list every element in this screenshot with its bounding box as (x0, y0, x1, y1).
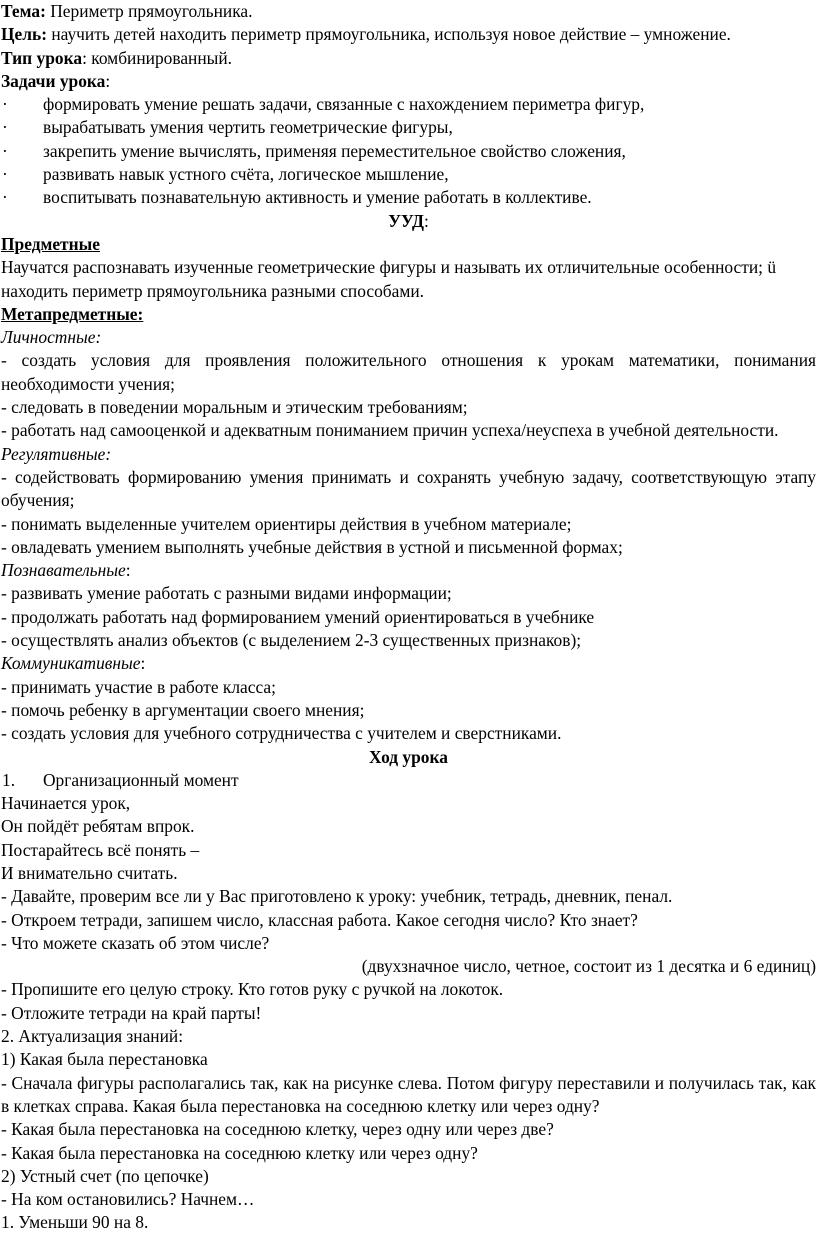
answer-note: (двухзначное число, четное, состоит из 1 десятка и 6 единиц) (361, 956, 816, 977)
lesson-type-text: : комбинированный. (82, 47, 233, 68)
topic-label: Тема: (1, 1, 46, 21)
task-text: воспитывать познавательную активность и умение работать в коллективе. (43, 187, 592, 208)
meta-heading: Метапредметные: (1, 303, 144, 324)
personal-item: - создать условия для проявления положительного отношения к урокам математики, понимания необходимости учения; (1, 350, 816, 394)
dialogue-line: - На ком остановились? Начнем… (1, 1189, 255, 1210)
bullet-icon: · (2, 140, 8, 161)
tasks-heading (1, 70, 816, 93)
subject-heading: Предметные (1, 233, 100, 254)
poem-line: И внимательно считать. (1, 862, 178, 883)
cognitive-item: - продолжать работать над формированием умений ориентироваться в учебнике (1, 606, 595, 627)
cognitive-item: - осуществлять анализ объектов (с выделением 2-3 существенных признаков); (1, 630, 582, 651)
task-item (1, 186, 816, 209)
section-line: 2. Актуализация знаний: (1, 1026, 184, 1047)
lesson-step-1 (1, 769, 816, 792)
cognitive-heading (1, 559, 816, 582)
dialogue-line: - Какая была перестановка на соседнюю клетку или через одну? (1, 1142, 478, 1163)
tasks-label: Задачи урока (1, 70, 106, 91)
dialogue-line: - Пропишите его целую строку. Кто готов руку с ручкой на локоток. (1, 979, 504, 1000)
cognitive-item: - развивать умение работать с разными видами информации; (1, 583, 452, 604)
task-item (1, 93, 816, 116)
section-line: 1) Какая была перестановка (1, 1049, 208, 1070)
task-item (1, 140, 816, 163)
step-text: Организационный момент (43, 769, 239, 790)
task-text: закрепить умение вычислять, применяя переместительное свойство сложения, (43, 140, 626, 161)
exercise-line: 1. Уменьши 90 на 8. (1, 1212, 149, 1233)
personal-item: - следовать в поведении моральным и этическим требованиям; (1, 397, 468, 418)
poem-line: Начинается урок, (1, 793, 131, 814)
dialogue-line: - Какая была перестановка на соседнюю клетку, через одну или через две? (1, 1119, 554, 1140)
task-item (1, 116, 816, 139)
task-text: вырабатывать умения чертить геометрические фигуры, (43, 117, 453, 138)
personal-label: Личностные: (1, 327, 102, 348)
lesson-heading: Ход урока (369, 746, 448, 767)
communicative-colon: : (140, 653, 146, 674)
step-number: 1. (2, 769, 16, 790)
dialogue-paragraph: - Сначала фигуры располагались так, как на рисунке слева. Потом фигуру переставили и получилась так, как в клетках справа. Какая была перестановка на соседнюю клетку или через одну? (1, 1072, 816, 1116)
regulatory-item: - понимать выделенные учителем ориентиры действия в учебном материале; (1, 513, 572, 534)
tasks-colon: : (105, 70, 111, 91)
dialogue-line: - Что можете сказать об этом числе? (1, 932, 270, 953)
task-text: развивать навык устного счёта, логическое мышление, (43, 164, 449, 185)
poem-line: Он пойдёт ребятам впрок. (1, 816, 195, 837)
bullet-icon: · (2, 117, 8, 138)
uud-colon: : (423, 210, 429, 231)
bullet-icon: · (2, 187, 8, 208)
personal-item: - работать над самооценкой и адекватным пониманием причин успеха/неуспеха в учебной деятельности. (1, 420, 779, 441)
dialogue-line: - Давайте, проверим все ли у Вас приготовлено к уроку: учебник, тетрадь, дневник, пенал. (1, 886, 673, 907)
topic-line (1, 0, 816, 23)
communicative-label: Коммуникативные (1, 653, 141, 674)
poem-line: Постарайтесь всё понять – (1, 839, 200, 860)
bullet-icon: · (2, 164, 8, 185)
communicative-item: - принимать участие в работе класса; (1, 676, 276, 697)
goal-label: Цель: (1, 24, 47, 45)
communicative-item: - создать условия для учебного сотрудничества с учителем и сверстниками. (1, 723, 562, 744)
regulatory-label: Регулятивные: (1, 443, 112, 464)
communicative-item: - помочь ребенку в аргументации своего мнения; (1, 699, 365, 720)
goal-line (1, 23, 816, 46)
subject-text: Научатся распознавать изученные геометрические фигуры и называть их отличительные особенности; ü находить периметр прямоугольника разными способами. (1, 257, 777, 301)
cognitive-label: Познавательные (1, 560, 126, 581)
section-line: 2) Устный счет (по цепочке) (1, 1165, 209, 1186)
lesson-type-label: Тип урока (1, 47, 83, 68)
cognitive-colon: : (125, 560, 131, 581)
uud-title: УУД (388, 210, 424, 231)
dialogue-line: - Отложите тетради на край парты! (1, 1002, 262, 1023)
lesson-type-line (1, 47, 816, 70)
topic-text: Периметр прямоугольника. (45, 1, 253, 21)
task-item (1, 163, 816, 186)
goal-text: научить детей находить периметр прямоугольника, используя новое действие – умножение. (47, 24, 731, 45)
regulatory-item: - содействовать формированию умения принимать и сохранять учебную задачу, соответствующую этапу обучения; (1, 466, 816, 511)
bullet-icon: · (2, 94, 8, 115)
dialogue-line: - Откроем тетради, запишем число, классная работа. Какое сегодня число? Кто знает? (1, 909, 638, 930)
regulatory-item: - овладевать умением выполнять учебные действия в устной и письменной формах; (1, 536, 623, 557)
task-text: формировать умение решать задачи, связанные с нахождением периметра фигур, (43, 94, 645, 115)
uud-heading (1, 210, 816, 233)
communicative-heading (1, 652, 816, 675)
